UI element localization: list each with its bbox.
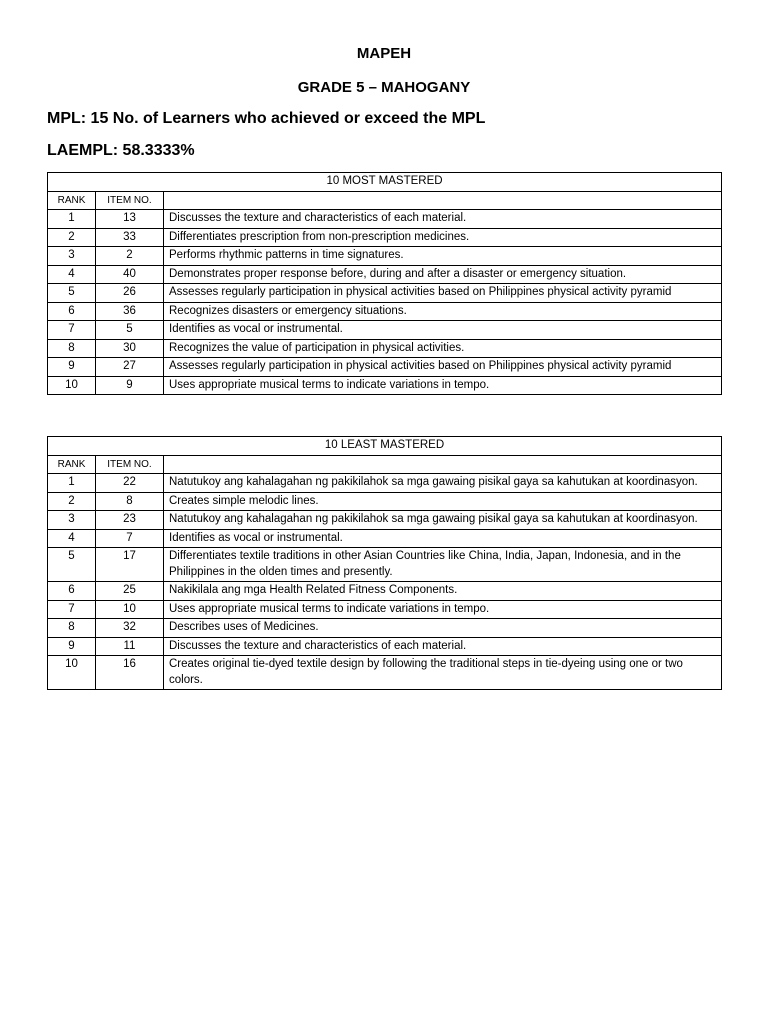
table-row	[48, 376, 722, 395]
item-no-cell: 10	[96, 600, 164, 619]
grade-section-title: GRADE 5 – MAHOGANY	[297, 79, 471, 96]
table-row	[48, 637, 722, 656]
rank-cell: 4	[48, 529, 96, 548]
item-no-cell: 8	[96, 492, 164, 511]
table-row	[48, 339, 722, 358]
rank-cell: 4	[48, 265, 96, 284]
rank-cell: 3	[48, 247, 96, 266]
item-no-cell: 2	[96, 247, 164, 266]
item-no-cell: 25	[96, 582, 164, 601]
description-cell: Nakikilala ang mga Health Related Fitness Components.	[164, 582, 722, 601]
item-no-cell: 33	[96, 228, 164, 247]
item-no-cell: 30	[96, 339, 164, 358]
rank-cell: 3	[48, 511, 96, 530]
description-cell: Describes uses of Medicines.	[164, 619, 722, 638]
rank-cell: 2	[48, 492, 96, 511]
rank-cell: 6	[48, 582, 96, 601]
rank-cell: 8	[48, 339, 96, 358]
rank-cell: 10	[48, 376, 96, 395]
item-no-cell: 16	[96, 656, 164, 690]
description-cell: Performs rhythmic patterns in time signatures.	[164, 247, 722, 266]
description-cell: Recognizes the value of participation in physical activities.	[164, 339, 722, 358]
column-header-rank: RANK	[48, 191, 96, 210]
rank-cell: 6	[48, 302, 96, 321]
table-row	[48, 474, 722, 493]
table-row	[48, 619, 722, 638]
table-row	[48, 284, 722, 303]
table-row	[48, 302, 722, 321]
least-mastered-table	[47, 436, 722, 690]
description-cell: Assesses regularly participation in physical activities based on Philippines physical activity pyramid	[164, 284, 722, 303]
item-no-cell: 13	[96, 210, 164, 229]
description-cell: Creates simple melodic lines.	[164, 492, 722, 511]
item-no-cell: 22	[96, 474, 164, 493]
item-no-cell: 9	[96, 376, 164, 395]
item-no-cell: 23	[96, 511, 164, 530]
table-row	[48, 656, 722, 690]
table-row	[48, 529, 722, 548]
mpl-line: MPL: 15 No. of Learners who achieved or exceed the MPL	[47, 110, 486, 127]
most-mastered-body	[48, 210, 722, 395]
item-no-cell: 11	[96, 637, 164, 656]
item-no-cell: 36	[96, 302, 164, 321]
rank-cell: 5	[48, 284, 96, 303]
description-cell: Uses appropriate musical terms to indicate variations in tempo.	[164, 376, 722, 395]
table-row	[48, 511, 722, 530]
rank-cell: 9	[48, 358, 96, 377]
item-no-cell: 5	[96, 321, 164, 340]
rank-cell: 8	[48, 619, 96, 638]
description-cell: Identifies as vocal or instrumental.	[164, 529, 722, 548]
most-mastered-caption: 10 MOST MASTERED	[48, 173, 722, 192]
description-cell: Creates original tie-dyed textile design by following the traditional steps in tie-dyeing using one or two colors.	[164, 656, 722, 690]
table-row	[48, 321, 722, 340]
table-row	[48, 228, 722, 247]
rank-cell: 2	[48, 228, 96, 247]
rank-cell: 7	[48, 321, 96, 340]
rank-cell: 10	[48, 656, 96, 690]
description-cell: Recognizes disasters or emergency situations.	[164, 302, 722, 321]
description-cell: Demonstrates proper response before, during and after a disaster or emergency situation.	[164, 265, 722, 284]
rank-cell: 5	[48, 548, 96, 582]
column-header-description	[164, 191, 722, 210]
description-cell: Natutukoy ang kahalagahan ng pakikilahok sa mga gawaing pisikal gaya sa kahutukan at koordinasyon.	[164, 511, 722, 530]
table-row	[48, 492, 722, 511]
item-no-cell: 17	[96, 548, 164, 582]
description-cell: Natutukoy ang kahalagahan ng pakikilahok sa mga gawaing pisikal gaya sa kahutukan at koordinasyon.	[164, 474, 722, 493]
table-row	[48, 247, 722, 266]
column-header-item-no: ITEM NO.	[96, 191, 164, 210]
description-cell: Assesses regularly participation in physical activities based on Philippines physical activity pyramid	[164, 358, 722, 377]
least-mastered-caption: 10 LEAST MASTERED	[48, 437, 722, 456]
rank-cell: 9	[48, 637, 96, 656]
description-cell: Discusses the texture and characteristics of each material.	[164, 210, 722, 229]
item-no-cell: 7	[96, 529, 164, 548]
table-row	[48, 548, 722, 582]
column-header-rank: RANK	[48, 455, 96, 474]
description-cell: Differentiates prescription from non-prescription medicines.	[164, 228, 722, 247]
most-mastered-table	[47, 172, 722, 395]
subject-title: MAPEH	[356, 45, 412, 62]
item-no-cell: 27	[96, 358, 164, 377]
table-row	[48, 600, 722, 619]
table-row	[48, 265, 722, 284]
table-row	[48, 358, 722, 377]
column-header-description	[164, 455, 722, 474]
description-cell: Differentiates textile traditions in other Asian Countries like China, India, Japan, Indonesia, and in the Philippines in the olden times and presently.	[164, 548, 722, 582]
description-cell: Identifies as vocal or instrumental.	[164, 321, 722, 340]
rank-cell: 7	[48, 600, 96, 619]
column-header-item-no: ITEM NO.	[96, 455, 164, 474]
rank-cell: 1	[48, 474, 96, 493]
item-no-cell: 40	[96, 265, 164, 284]
description-cell: Discusses the texture and characteristics of each material.	[164, 637, 722, 656]
least-mastered-body	[48, 474, 722, 690]
table-row	[48, 210, 722, 229]
laempl-line: LAEMPL: 58.3333%	[47, 142, 195, 159]
item-no-cell: 26	[96, 284, 164, 303]
rank-cell: 1	[48, 210, 96, 229]
item-no-cell: 32	[96, 619, 164, 638]
description-cell: Uses appropriate musical terms to indicate variations in tempo.	[164, 600, 722, 619]
table-row	[48, 582, 722, 601]
